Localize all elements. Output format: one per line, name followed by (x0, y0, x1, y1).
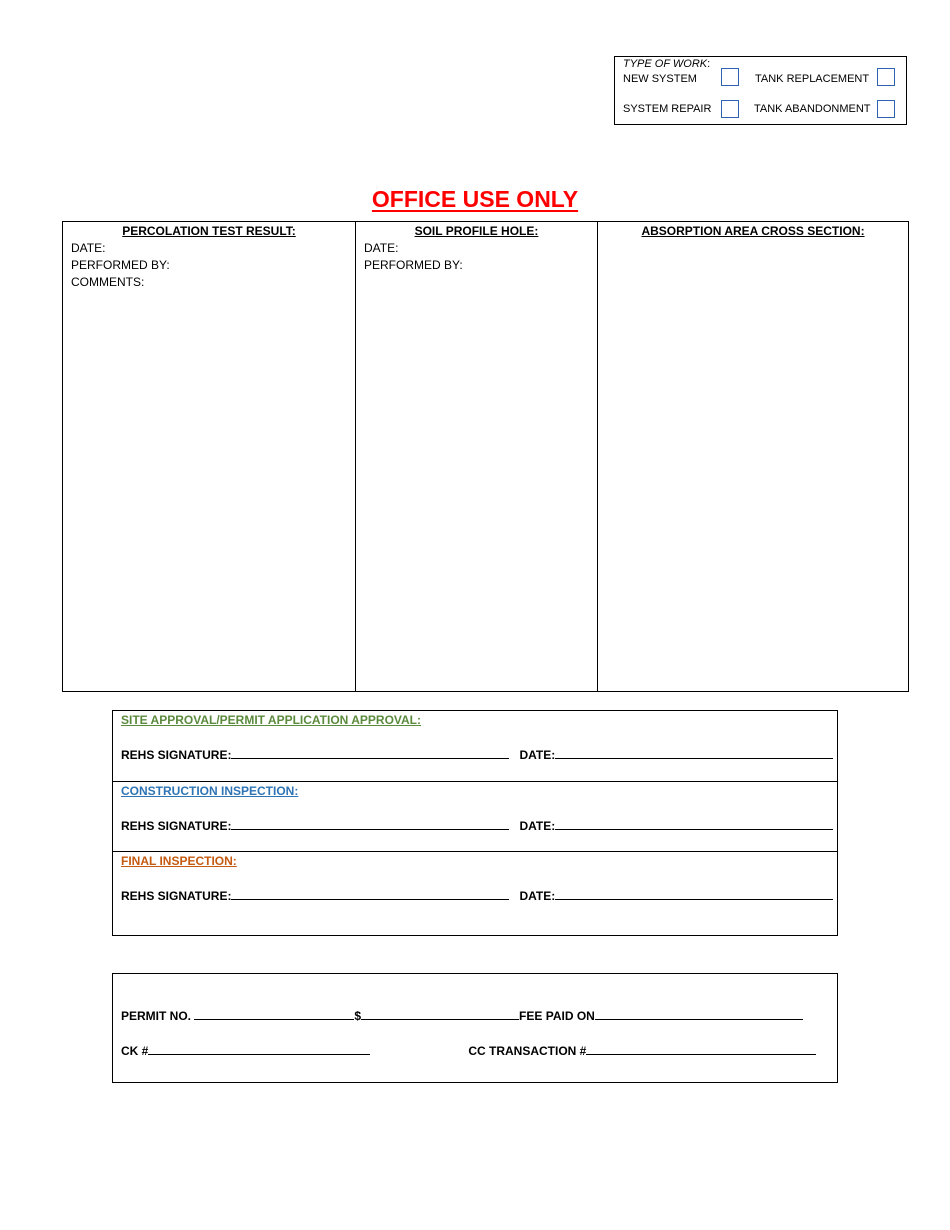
site-approval-section (113, 711, 837, 782)
cc-transaction-label: CC TRANSACTION # (468, 1044, 587, 1058)
fee-paid-line[interactable] (595, 1008, 803, 1020)
office-use-table (62, 221, 909, 692)
construction-inspection-section (113, 782, 837, 852)
percolation-date-field[interactable]: DATE: (71, 241, 106, 255)
absorption-area-column[interactable] (597, 222, 908, 691)
tank-abandonment-checkbox[interactable] (877, 100, 895, 118)
construction-signature-row (121, 818, 833, 833)
tank-replacement-checkbox[interactable] (877, 68, 895, 86)
tank-replacement-label: TANK REPLACEMENT (755, 73, 870, 85)
site-approval-signature-row (121, 747, 833, 762)
check-label: CK # (121, 1044, 149, 1058)
new-system-label: NEW SYSTEM (623, 73, 697, 85)
fee-paid-label: FEE PAID ON (519, 1009, 595, 1023)
site-approval-date-label: DATE: (519, 748, 556, 762)
check-line[interactable] (148, 1043, 370, 1055)
final-inspection-title: FINAL INSPECTION: (121, 854, 237, 868)
construction-signature-line[interactable] (231, 818, 509, 830)
permit-box (112, 973, 838, 1083)
payment-row (121, 1043, 816, 1058)
percolation-test-column (63, 222, 355, 691)
site-approval-signature-line[interactable] (231, 747, 509, 759)
construction-inspection-title: CONSTRUCTION INSPECTION: (121, 784, 299, 798)
percolation-test-header: PERCOLATION TEST RESULT: (122, 224, 296, 238)
soil-profile-performed-by-field[interactable]: PERFORMED BY: (364, 258, 463, 272)
permit-row (121, 1008, 803, 1023)
percolation-comments-field[interactable]: COMMENTS: (71, 275, 145, 289)
soil-profile-header: SOIL PROFILE HOLE: (414, 224, 539, 238)
system-repair-label: SYSTEM REPAIR (623, 103, 712, 115)
final-inspection-section (113, 852, 837, 936)
site-approval-signature-label: REHS SIGNATURE: (121, 748, 232, 762)
permit-no-label: PERMIT NO. (121, 1009, 192, 1023)
amount-label: $ (354, 1009, 362, 1023)
absorption-area-header: ABSORPTION AREA CROSS SECTION: (641, 224, 865, 238)
construction-date-line[interactable] (555, 818, 833, 830)
tank-abandonment-label: TANK ABANDONMENT (754, 103, 871, 115)
final-date-line[interactable] (555, 888, 833, 900)
inspections-box (112, 710, 838, 936)
office-use-title: OFFICE USE ONLY (371, 186, 579, 212)
soil-profile-column (355, 222, 597, 691)
site-approval-title: SITE APPROVAL/PERMIT APPLICATION APPROVAL: (121, 713, 422, 727)
final-signature-label: REHS SIGNATURE: (121, 889, 232, 903)
type-of-work-title-text: TYPE OF WORK (623, 58, 708, 70)
type-of-work-title-colon: : (707, 58, 711, 70)
construction-date-label: DATE: (519, 819, 556, 833)
type-of-work-box (614, 56, 907, 125)
soil-profile-date-field[interactable]: DATE: (364, 241, 399, 255)
percolation-performed-by-field[interactable]: PERFORMED BY: (71, 258, 170, 272)
system-repair-checkbox[interactable] (721, 100, 739, 118)
site-approval-date-line[interactable] (555, 747, 833, 759)
final-signature-line[interactable] (231, 888, 509, 900)
final-date-label: DATE: (519, 889, 556, 903)
type-of-work-title (623, 58, 710, 71)
construction-signature-label: REHS SIGNATURE: (121, 819, 232, 833)
cc-transaction-line[interactable] (586, 1043, 816, 1055)
final-signature-row (121, 888, 833, 903)
amount-line[interactable] (361, 1008, 519, 1020)
new-system-checkbox[interactable] (721, 68, 739, 86)
permit-no-line[interactable] (194, 1008, 354, 1020)
